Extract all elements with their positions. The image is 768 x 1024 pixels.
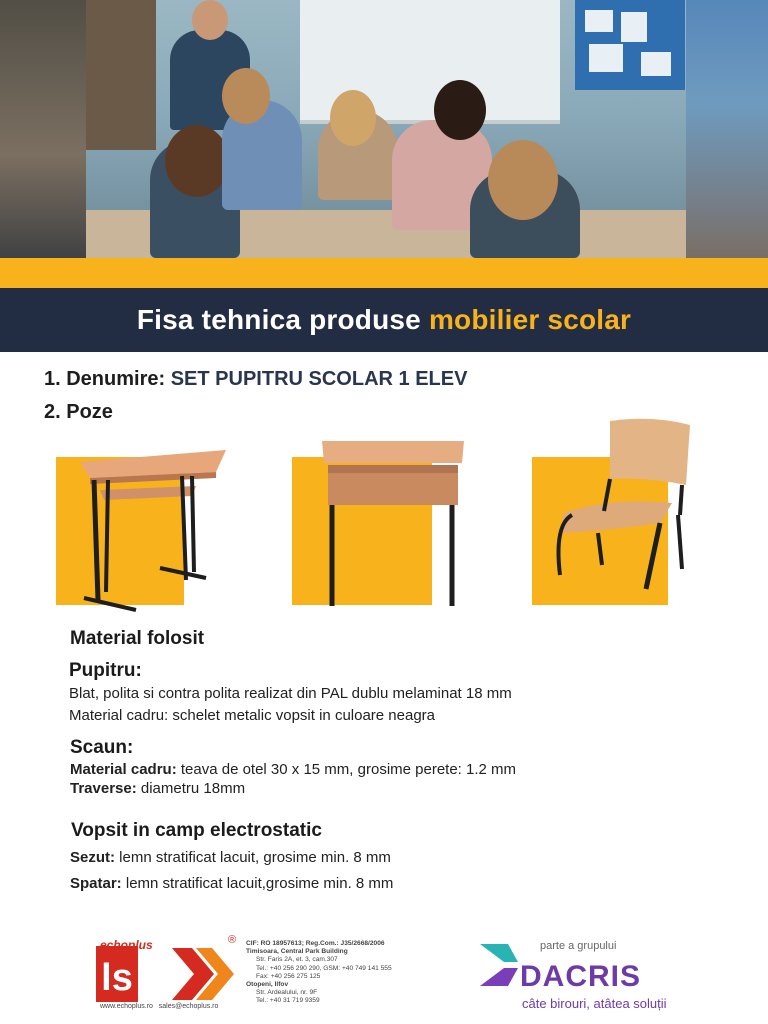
sezut-label: Sezut: [70,849,115,866]
address2-street: Str. Ardealului, nr. 9F [256,989,318,997]
vopsit-line-1 [70,849,391,866]
company-contact-block [246,940,392,1006]
title-banner [0,288,768,352]
address1-tel: Tel.: +40 256 290 290, GSM: +40 749 141 555 [256,964,392,972]
company-cif: CIF: RO 18957613; Reg.Com.: J35/2668/2006 [246,940,385,947]
svg-text:ls: ls [101,957,133,999]
scaun-line-2-label: Traverse: [70,780,137,797]
scaun-heading: Scaun: [70,737,134,758]
dacris-logo-text: DACRIS [520,960,642,993]
vopsit-heading: Vopsit in camp electrostatic [71,820,322,841]
dacris-logo-icon [478,940,518,990]
address1-street: Str. Faris 2A, et. 3, cam.307 [256,956,338,964]
page-title: Fisa tehnica produse mobilier scolar [136,304,632,335]
registered-mark: ® [228,934,237,946]
material-title: Material folosit [70,628,205,649]
address2-tel: Tel.: +40 31 719 9359 [256,997,320,1005]
spatar-label: Spatar: [70,875,122,892]
product-name-label: 1. Denumire: [44,368,166,390]
pupitru-line-1: Blat, polita si contra polita realizat din PAL dublu melaminat 18 mm [69,685,512,702]
dacris-tagline: câte birouri, atâtea soluții [522,996,667,1011]
scaun-line-1-label: Material cadru: [70,761,177,778]
scaun-line-2-value: diametru 18mm [136,780,246,797]
desk-photo-angled [56,455,236,605]
address2-city: Otopeni, Ilfov [246,981,289,989]
web-contact-line [100,1003,218,1010]
pupitru-line-2: Material cadru: schelet metalic vopsit in culoare neagra [69,707,436,724]
sezut-value: lemn stratificat lacuit, grosime min. 8 mm [115,849,391,866]
hero-classroom-photo [0,0,768,258]
scaun-line-1 [70,761,516,778]
spatar-value: lemn stratificat lacuit,grosime min. 8 mm [121,875,394,892]
group-label: parte a grupului [540,940,617,952]
chair-photo [532,455,712,605]
website-link[interactable]: www.echoplus.ro [100,1003,153,1010]
vopsit-line-2 [70,875,393,892]
email-link[interactable]: sales@echoplus.ro [158,1003,219,1010]
scaun-line-1-value: teava de otel 30 x 15 mm, grosime perete: 1.2 mm [176,761,517,778]
echoplus-logo-text: echoplus [100,938,153,952]
address1-fax: Fax: +40 256 275 125 [256,972,321,980]
echoplus-logo [96,934,237,1010]
accent-band [0,258,768,288]
product-name-value: SET PUPITRU SCOLAR 1 ELEV [170,368,468,390]
desk-photo-front [292,455,472,605]
address1-city: Timisoara, Central Park Building [246,948,348,956]
product-name-row [44,368,467,391]
photos-heading: 2. Poze [44,401,113,423]
scaun-line-2 [70,780,245,797]
pupitru-heading: Pupitru: [69,660,142,681]
